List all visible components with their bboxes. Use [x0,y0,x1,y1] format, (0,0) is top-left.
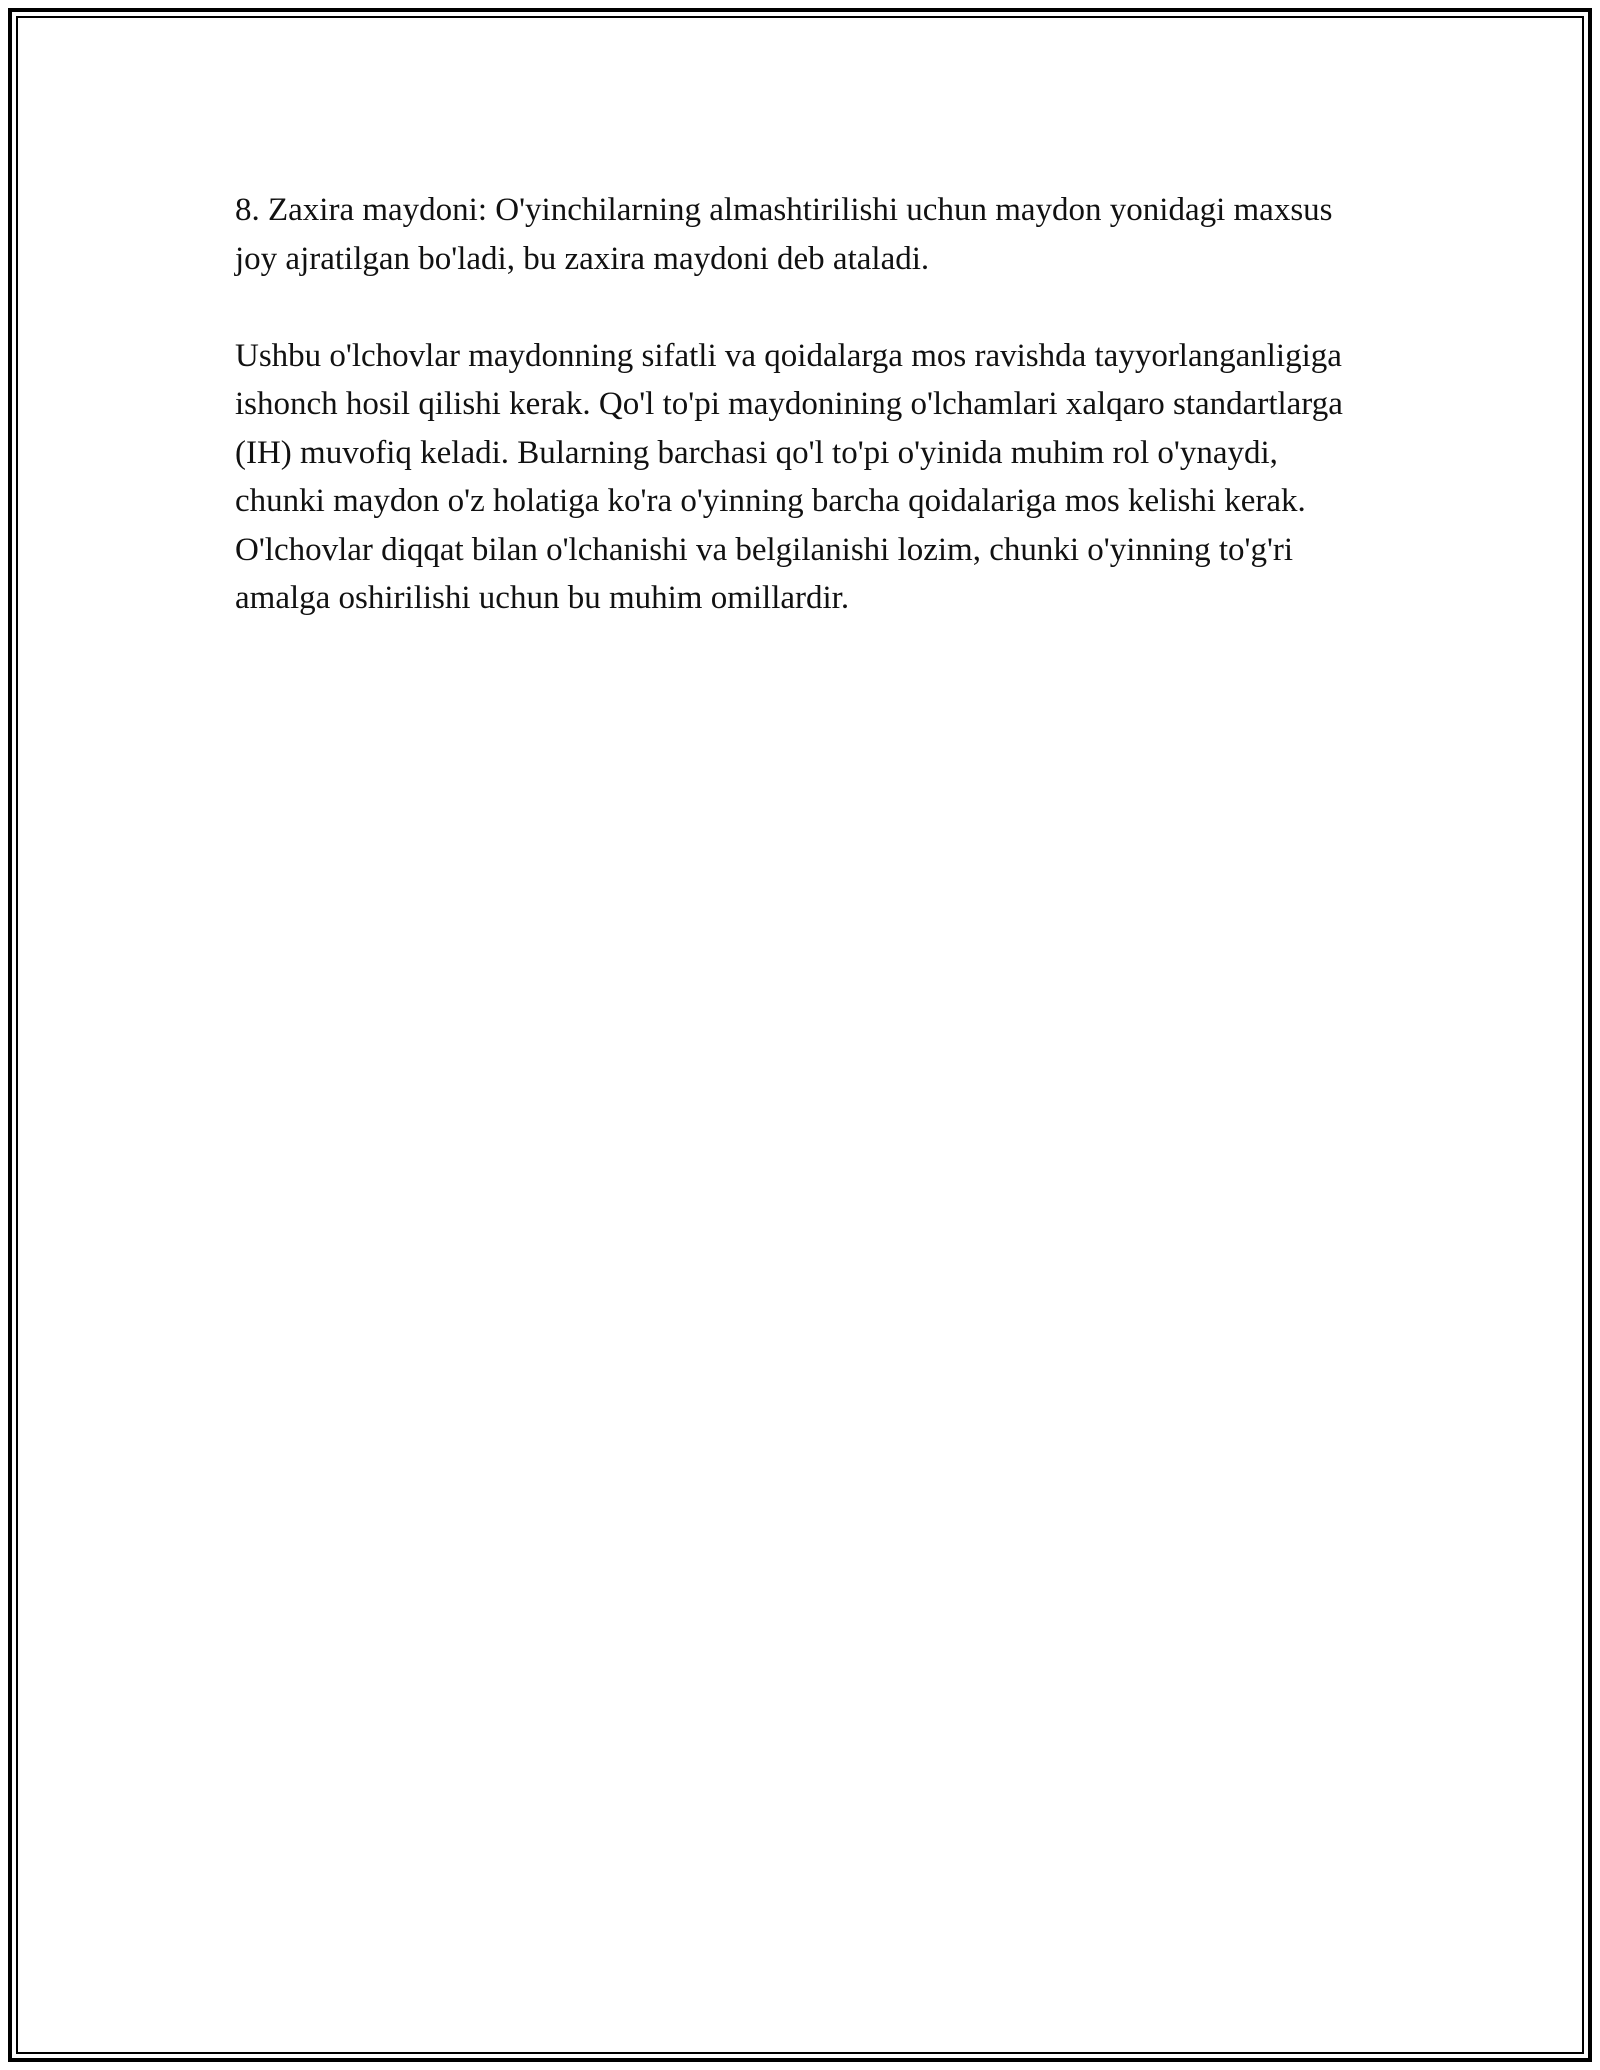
document-body [235,186,1365,623]
paragraph-reserve-area: 8. Zaxira maydoni: O'yinchilarning almashtirilishi uchun maydon yonidagi maxsus joy ajratilgan bo'ladi, bu zaxira maydoni deb ataladi. [235,192,1333,277]
paragraph-measurements-summary: Ushbu o'lchovlar maydonning sifatli va qoidalarga mos ravishda tayyorlanganligiga ishonch hosil qilishi kerak. Qo'l to'pi maydonining o'lchamlari xalqaro standartlarga (IH) muvofiq keladi. Bularning barchasi qo'l to'pi o'yinida muhim rol o'ynaydi, chunki maydon o'z holatiga ko'ra o'yinning barcha qoidalariga mos kelishi kerak. O'lchovlar diqqat bilan o'lchanishi va belgilanishi lozim, chunki o'yinning to'g'ri amalga oshirilishi uchun bu muhim omillardir. [235,337,1343,616]
